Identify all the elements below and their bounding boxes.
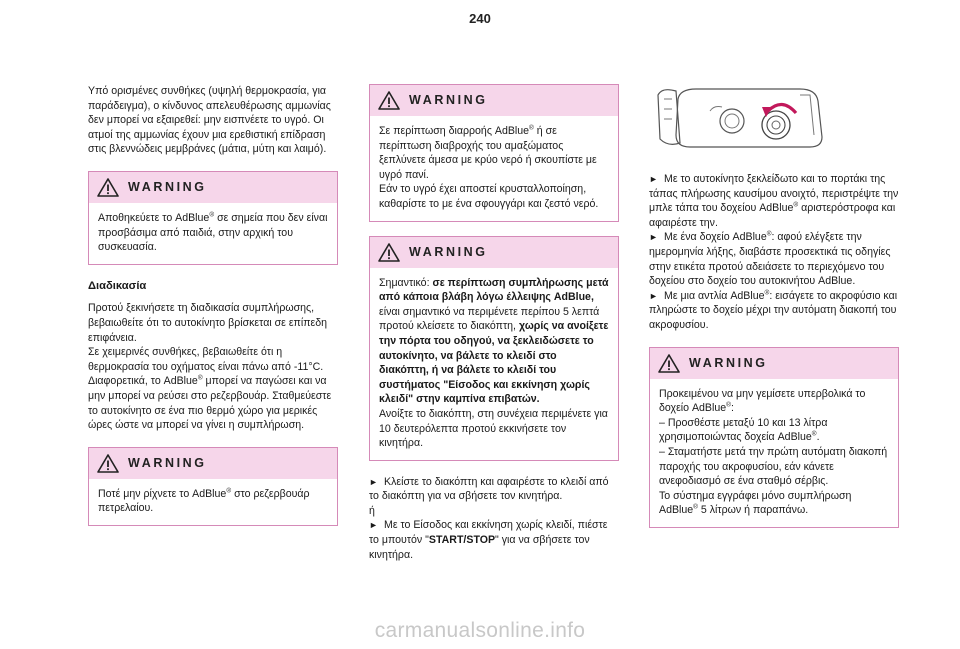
bullet-text: Με το αυτοκίνητο ξεκλείδωτο και το πορτάκι της τάπας πλήρωσης καυσίμου ανοιχτό, περιστρέψτε την μπλε τάπα του δοχείου AdBlue — [649, 173, 899, 215]
warning-header — [650, 348, 898, 379]
warning-title: WARNING — [409, 93, 488, 108]
watermark: carmanualsonline.info — [374, 619, 586, 642]
warning-body — [89, 479, 337, 525]
registered-mark: ® — [693, 503, 698, 511]
warning-header — [89, 448, 337, 479]
adblue-filler-cap-illustration — [650, 85, 848, 151]
warning-body — [89, 203, 337, 264]
warning-text-part: – Προσθέστε μεταξύ 10 και 13 λίτρα χρησιμοποιώντας δοχεία AdBlue — [659, 416, 828, 444]
warning-text-part: . — [816, 431, 820, 444]
registered-mark: ® — [793, 201, 799, 209]
column-middle — [369, 84, 619, 562]
warning-text — [98, 211, 328, 255]
warning-title: WARNING — [689, 355, 768, 370]
warning-text-part: Προκειμένου να μην γεμίσετε υπερβολικά το δοχείο AdBlue — [659, 387, 866, 415]
warning-text-part: είναι σημαντικό να περιμένετε περίπου 5 λεπτά προτού κλείσετε το διακόπτη, — [379, 305, 600, 333]
registered-mark: ® — [197, 374, 203, 382]
warning-text — [379, 124, 609, 182]
warning-body — [370, 116, 618, 221]
warning-text-part: Σημαντικό: — [379, 276, 433, 289]
warning-text-part: ή σε περίπτωση διαβροχής του αμαξώματος ξεπλύνετε άμεσα με κρύο νερό ή σκουπίστε με υγρό πανί. — [379, 125, 597, 181]
step-text: " για να σβήσετε τον κινητήρα. — [369, 534, 590, 561]
bullet-text: αριστερόστροφα και αφαιρέστε την. — [649, 202, 896, 229]
registered-mark: ® — [209, 211, 215, 219]
step-text: Κλείστε το διακόπτη και αφαιρέστε το κλειδί από το διακόπτη για να σβήσετε τον κινητήρα. — [369, 475, 609, 503]
warning-box-leak — [369, 84, 619, 222]
column-right — [649, 172, 899, 528]
step-start-stop — [369, 518, 619, 562]
warning-text-part: Σε περίπτωση διαρροής AdBlue — [379, 125, 530, 137]
warning-text-part: σε σημεία που δεν είναι προσβάσιμα από παιδιά, στην αρχική του συσκευασία. — [98, 211, 328, 254]
warning-text-part: Ποτέ μην ρίχνετε το AdBlue — [98, 487, 227, 500]
bullet-container — [649, 230, 899, 288]
warning-box-diesel-tank — [88, 447, 338, 526]
arrow-right-icon: ► — [649, 174, 658, 184]
warning-text-part: στο ρεζερβουάρ πετρελαίου. — [98, 487, 310, 515]
warning-box-wait — [369, 236, 619, 461]
warning-body — [370, 268, 618, 460]
warning-text: Ανοίξτε το διακόπτη, στη συνέχεια περιμένετε για 10 δευτερόλεπτα προτού εκκινήσετε τον κινητήρα. — [379, 407, 608, 450]
warning-text-part: Το σύστημα εγγράφει μόνο συμπλήρωση AdBlue — [659, 489, 852, 517]
warning-body — [650, 379, 898, 527]
arrow-right-icon: ► — [649, 290, 658, 301]
registered-mark: ® — [529, 124, 534, 132]
warning-text — [659, 387, 889, 416]
warning-text: Εάν το υγρό έχει αποστεί κρυσταλλοποίηση, καθαρίστε το με ένα σφουγγάρι και ζεστό νερό. — [379, 183, 599, 210]
registered-mark: ® — [726, 401, 731, 409]
arrow-right-icon: ► — [369, 476, 378, 487]
procedure-paragraph-1: Προτού ξεκινήσετε τη διαδικασία συμπλήρωσης, βεβαιωθείτε ότι το αυτοκίνητο βρίσκεται σε επίπεδη επιφάνεια. — [88, 302, 328, 344]
intro-paragraph: Υπό ορισμένες συνθήκες (υψηλή θερμοκρασία, για παράδειγμα), ο κίνδυνος απελευθέρωσης αμμωνίας δεν μπορεί να εξαιρεθεί: μην εισπνέετε το υγρό. Οι ατμοί της αμμωνίας έχουν μια ερεθιστική επίδραση στις βλεννώδεις μεμβράνες (μάτια, μύτη και λαιμό). — [88, 85, 331, 156]
warning-title: WARNING — [409, 244, 488, 259]
warning-text: – Σταματήστε μετά την πρώτη αυτόματη διακοπή παροχής του ακροφυσίου, εάν κάνετε ανεφοδιασμό σε ένα σταθμό σέρβις. — [659, 445, 888, 488]
warning-triangle-icon — [97, 454, 119, 473]
warning-triangle-icon — [658, 354, 680, 373]
warning-text-bold: . — [536, 393, 540, 406]
warning-triangle-icon — [378, 91, 400, 110]
procedure-text-part: μπορεί να παγώσει και να μην μπορεί να ρεύσει στο ρεζερβουάρ. Σταθμεύεστε το αυτοκίνητο σε ένα πιο θερμό χώρο για μερικές ώρες ώστε να μπορεί να γίνει η συμπλήρωση. — [88, 375, 332, 432]
registered-mark: ® — [226, 487, 232, 495]
warning-text-part: Αποθηκεύετε το AdBlue — [98, 211, 210, 224]
registered-mark: ® — [811, 430, 817, 438]
warning-text-bold: χωρίς να ανοίξετε την πόρτα του οδηγού, να ξεκλειδώσετε το αυτοκίνητο, να βάλετε το κλειδί στο διακόπτη, ή να βάλετε το κλειδί του συστήματος "Είσοδος και εκκίνηση χωρίς κλειδί" στην καμπίνα επιβατών — [379, 320, 609, 406]
procedure-text-part: Σε χειμερινές συνθήκες, βεβαιωθείτε ότι η θερμοκρασία του οχήματος είναι πάνω από -11°C. Διαφορετικά, το AdBlue — [88, 346, 324, 388]
warning-text — [659, 489, 889, 518]
procedure-paragraph-2 — [88, 345, 338, 433]
arrow-right-icon: ► — [649, 232, 658, 243]
warning-header — [89, 172, 337, 203]
warning-triangle-icon — [378, 243, 400, 262]
warning-text — [659, 416, 889, 445]
warning-title: WARNING — [128, 180, 207, 195]
step-stop-engine — [369, 475, 619, 504]
bullet-text: Με μια αντλία AdBlue — [664, 289, 765, 302]
procedure-heading: Διαδικασία — [88, 279, 147, 292]
warning-text-part: : — [730, 402, 734, 415]
warning-box-overfill — [649, 347, 899, 528]
warning-title: WARNING — [128, 455, 207, 470]
warning-text — [98, 487, 328, 516]
warning-text — [379, 276, 609, 407]
bullet-text: : αφού ελέγξετε την ημερομηνία λήξης, διαβάστε προσεκτικά τις οδηγίες στην ετικέτα προτού αδειάσετε το περιεχόμενο του δοχείου στο δοχείο του αυτοκινήτου AdBlue. — [649, 231, 891, 288]
column-left — [88, 84, 338, 526]
or-separator: ή — [369, 504, 375, 517]
bullet-text: : εισάγετε το ακροφύσιο και πληρώστε το δοχείο μέχρι την αυτόματη διακοπή του ακροφυσίου. — [649, 289, 898, 331]
warning-triangle-icon — [97, 178, 119, 197]
warning-header — [370, 237, 618, 268]
start-stop-label: START/STOP — [428, 534, 496, 547]
warning-header — [370, 85, 618, 116]
registered-mark: ® — [766, 230, 772, 238]
bullet-text: Με ένα δοχείο AdBlue — [664, 231, 767, 244]
arrow-right-icon: ► — [369, 520, 378, 531]
warning-box-storage — [88, 171, 338, 265]
warning-text-bold: σε περίπτωση συμπλήρωσης μετά από κάποια βλάβη λόγω έλλειψης AdBlue, — [379, 276, 609, 304]
page-number: 240 — [469, 11, 491, 26]
bullet-remove-cap — [649, 172, 899, 230]
bullet-pump — [649, 289, 899, 333]
registered-mark: ® — [764, 289, 770, 297]
step-text: Με το Είσοδος και εκκίνηση χωρίς κλειδί, πιέστε το μπουτόν " — [369, 519, 608, 547]
warning-text-part: 5 λίτρων ή παραπάνω. — [697, 504, 809, 517]
